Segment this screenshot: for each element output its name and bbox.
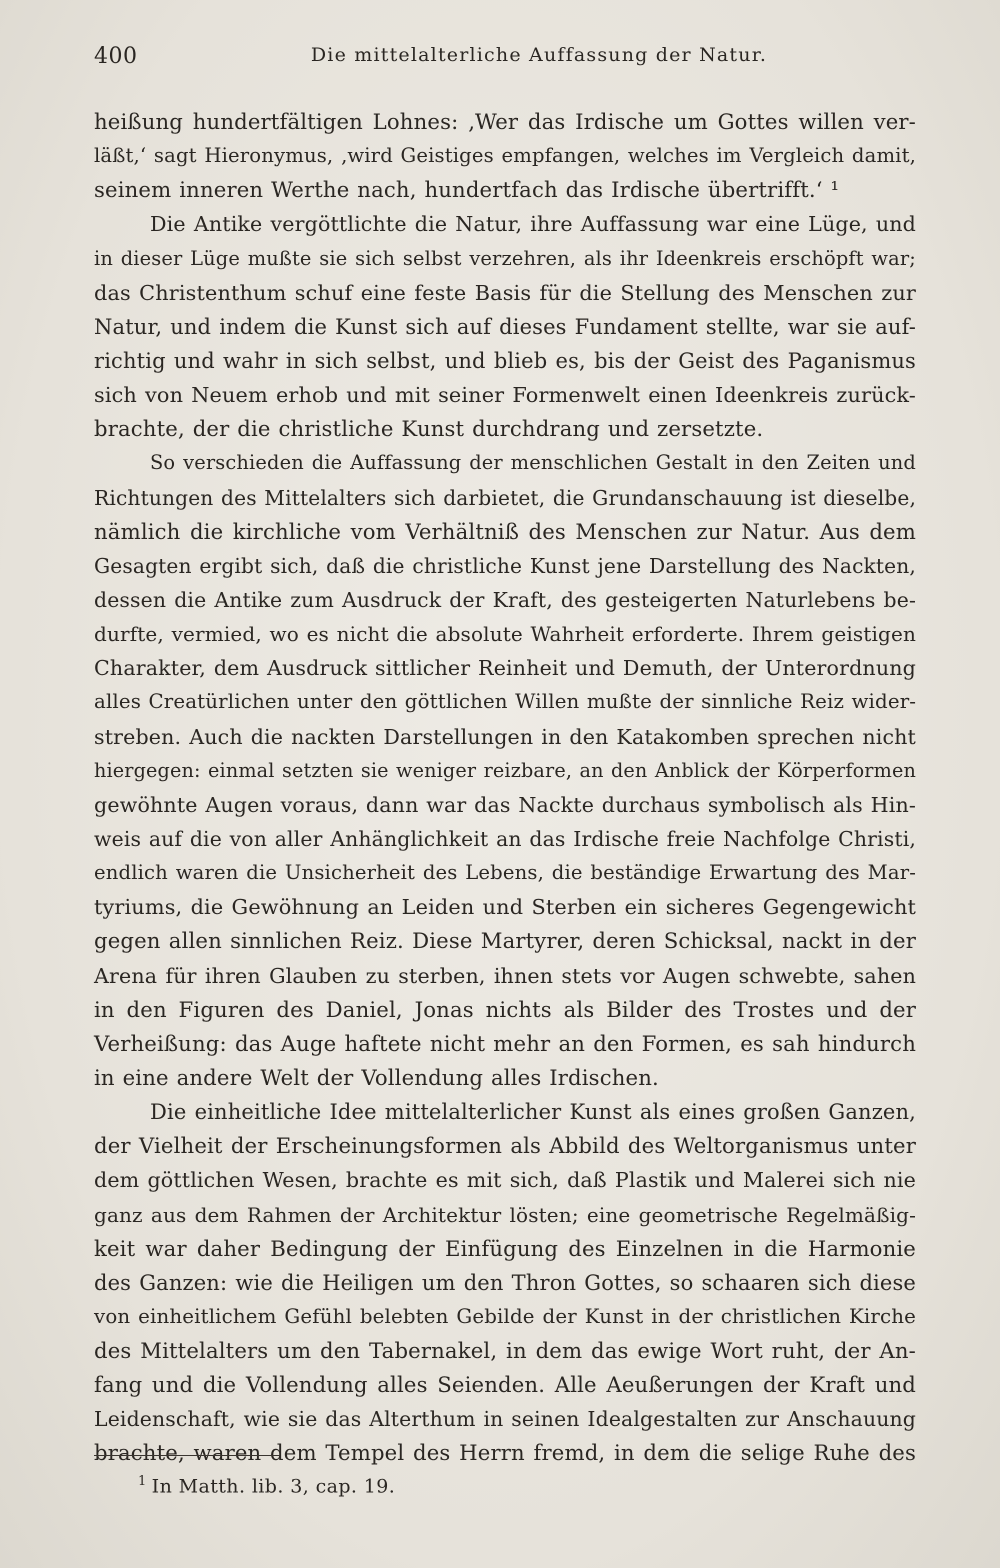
footnote-rule (94, 1455, 280, 1456)
text-line: das Christenthum schuf eine feste Basis für die Stellung des Menschen zur (94, 280, 916, 305)
text-line: sich von Neuem erhob und mit seiner Formenwelt einen Ideenkreis zurück- (94, 383, 916, 408)
text-line: seinem inneren Werthe nach, hundertfach das Irdische übertrifft.‘ ¹ (94, 177, 840, 203)
text-line: richtig und wahr in sich selbst, und blieb es, bis der Geist des Paganismus (94, 348, 916, 373)
text-line: der Vielheit der Erscheinungsformen als Abbild des Weltorganismus unter (94, 1133, 916, 1159)
text-line: in den Figuren des Daniel, Jonas nichts als Bilder des Trostes und der (94, 996, 916, 1022)
text-line: tyriums, die Gewöhnung an Leiden und Sterben ein sicheres Gegengewicht (94, 895, 916, 920)
text-line: ganz aus dem Rahmen der Architektur lösten; eine geometrische Regelmäßig- (94, 1202, 916, 1227)
text-line: alles Creatürlichen unter den göttlichen Willen mußte der sinnliche Reiz wider- (94, 690, 917, 714)
text-line: Die Antike vergöttlichte die Natur, ihre Auffassung war eine Lüge, und (150, 212, 916, 237)
text-line: des Ganzen: wie die Heiligen um den Thron Gottes, so schaaren sich diese (94, 1270, 916, 1295)
text-line: endlich waren die Unsicherheit des Lebens, die beständige Erwartung des Mar- (94, 861, 916, 885)
text-line: hiergegen: einmal setzten sie weniger reizbare, an den Anblick der Körperformen (94, 758, 916, 782)
text-line: durfte, vermied, wo es nicht die absolute Wahrheit erforderte. Ihrem geistigen (94, 622, 916, 647)
text-line: heißung hundertfältigen Lohnes: ‚Wer das Irdische um Gottes willen ver- (94, 109, 916, 134)
text-line: fang und die Vollendung alles Seienden. Alle Aeußerungen der Kraft und (94, 1372, 916, 1398)
text-line: des Mittelalters um den Tabernakel, in dem das ewige Wort ruht, der An- (94, 1338, 916, 1364)
text-line: Leidenschaft, wie sie das Alterthum in seinen Idealgestalten zur Anschauung (94, 1407, 916, 1432)
text-line: brachte, der die christliche Kunst durchdrang und zersetzte. (94, 416, 764, 442)
text-line: gewöhnte Augen voraus, dann war das Nackte durchaus symbolisch als Hin- (94, 792, 916, 817)
text-line: läßt,‘ sagt Hieronymus, ‚wird Geistiges empfangen, welches im Vergleich damit, (94, 144, 916, 168)
footnote (138, 1474, 395, 1497)
text-line: Natur, und indem die Kunst sich auf dieses Fundament stellte, war sie auf- (94, 314, 916, 339)
body-text (94, 105, 916, 1471)
text-line: Richtungen des Mittelalters sich darbietet, die Grundanschauung ist dieselbe, (94, 485, 917, 510)
text-line: in dieser Lüge mußte sie sich selbst verzehren, als ihr Ideenkreis erschöpft war; (94, 246, 916, 270)
text-line: keit war daher Bedingung der Einfügung des Einzelnen in die Harmonie (94, 1235, 916, 1261)
footnote-mark: 1 (138, 1474, 147, 1489)
text-line: gegen allen sinnlichen Reiz. Diese Martyrer, deren Schicksal, nackt in der (94, 928, 916, 954)
text-line: Arena für ihren Glauben zu sterben, ihnen stets vor Augen schwebte, sahen (94, 963, 916, 988)
text-line: brachte, waren dem Tempel des Herrn fremd, in dem die selige Ruhe des (94, 1440, 916, 1466)
text-line: streben. Auch die nackten Darstellungen in den Katakomben sprechen nicht (94, 724, 916, 749)
text-line: Die einheitliche Idee mittelalterlicher Kunst als eines großen Ganzen, (150, 1100, 916, 1125)
page-number: 400 (94, 44, 138, 69)
text-line: Verheißung: das Auge haftete nicht mehr an den Formen, es sah hindurch (94, 1030, 916, 1056)
text-line: Charakter, dem Ausdruck sittlicher Reinheit und Demuth, der Unterordnung (94, 656, 916, 681)
text-line: von einheitlichem Gefühl belebten Gebilde der Kunst in der christlichen Kirche (94, 1304, 916, 1328)
page-header (94, 44, 914, 76)
text-line: dessen die Antike zum Ausdruck der Kraft, des gesteigerten Naturlebens be- (94, 587, 916, 612)
text-line: Gesagten ergibt sich, daß die christliche Kunst jene Darstellung des Nackten, (94, 553, 916, 578)
text-line: dem göttlichen Wesen, brachte es mit sich, daß Plastik und Malerei sich nie (94, 1168, 916, 1193)
text-line: nämlich die kirchliche vom Verhältniß des Menschen zur Natur. Aus dem (94, 518, 916, 544)
text-line: in eine andere Welt der Vollendung alles Irdischen. (94, 1064, 659, 1090)
text-line: So verschieden die Auffassung der menschlichen Gestalt in den Zeiten und (150, 451, 916, 475)
text-line: weis auf die von aller Anhänglichkeit an das Irdische freie Nachfolge Christi, (94, 826, 916, 851)
running-head: Die mittelalterliche Auffassung der Natur. (310, 44, 768, 66)
footnote-text: In Matth. lib. 3, cap. 19. (151, 1475, 396, 1498)
